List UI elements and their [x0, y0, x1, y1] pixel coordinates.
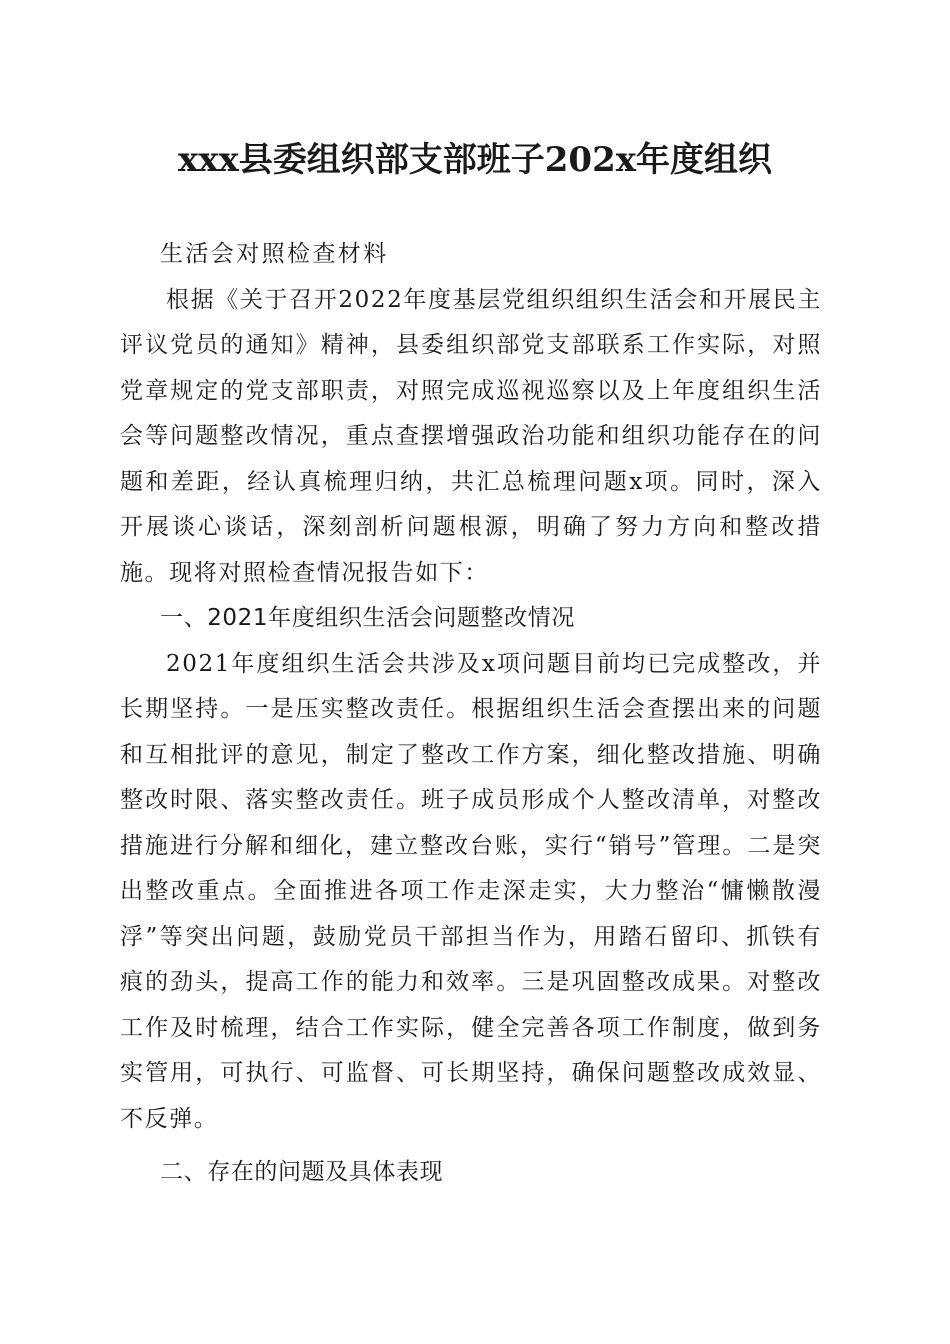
document-body [120, 232, 822, 1196]
intro-paragraph: 根据《关于召开2022年度基层党组织组织生活会和开展民主评议党员的通知》精神，县委组织部党支部联系工作实际，对照党章规定的党支部职责，对照完成巡视巡察以及上年度组织生活会等问题整改情况，重点查摆增强政治功能和组织功能存在的问题和差距，经认真梳理归纳，共汇总梳理问题x项。同时，深入开展谈心谈话，深刻剖析问题根源，明确了努力方向和整改措施。现将对照检查情况报告如下： [120, 286, 822, 586]
document-subtitle: 生活会对照检查材料 [160, 241, 389, 267]
section-heading-1: 一、2021年度组织生活会问题整改情况 [160, 605, 575, 631]
section-body-1: 2021年度组织生活会共涉及x项问题目前均已完成整改，并长期坚持。一是压实整改责任。根据组织生活会查摆出来的问题和互相批评的意见，制定了整改工作方案，细化整改措施、明确整改时限、落实整改责任。班子成员形成个人整改清单，对整改措施进行分解和细化，建立整改台账，实行“销号”管理。二是突出整改重点。全面推进各项工作走深走实，大力整治“慵懒散漫浮”等突出问题，鼓励党员干部担当作为，用踏石留印、抓铁有痕的劲头，提高工作的能力和效率。三是巩固整改成果。对整改工作及时梳理，结合工作实际，健全完善各项工作制度，做到务实管用，可执行、可监督、可长期坚持，确保问题整改成效显、不反弹。 [120, 650, 822, 1132]
document-title: xxx县委组织部支部班子202x年度组织 [177, 140, 773, 180]
section-heading-2: 二、存在的问题及具体表现 [160, 1159, 444, 1185]
